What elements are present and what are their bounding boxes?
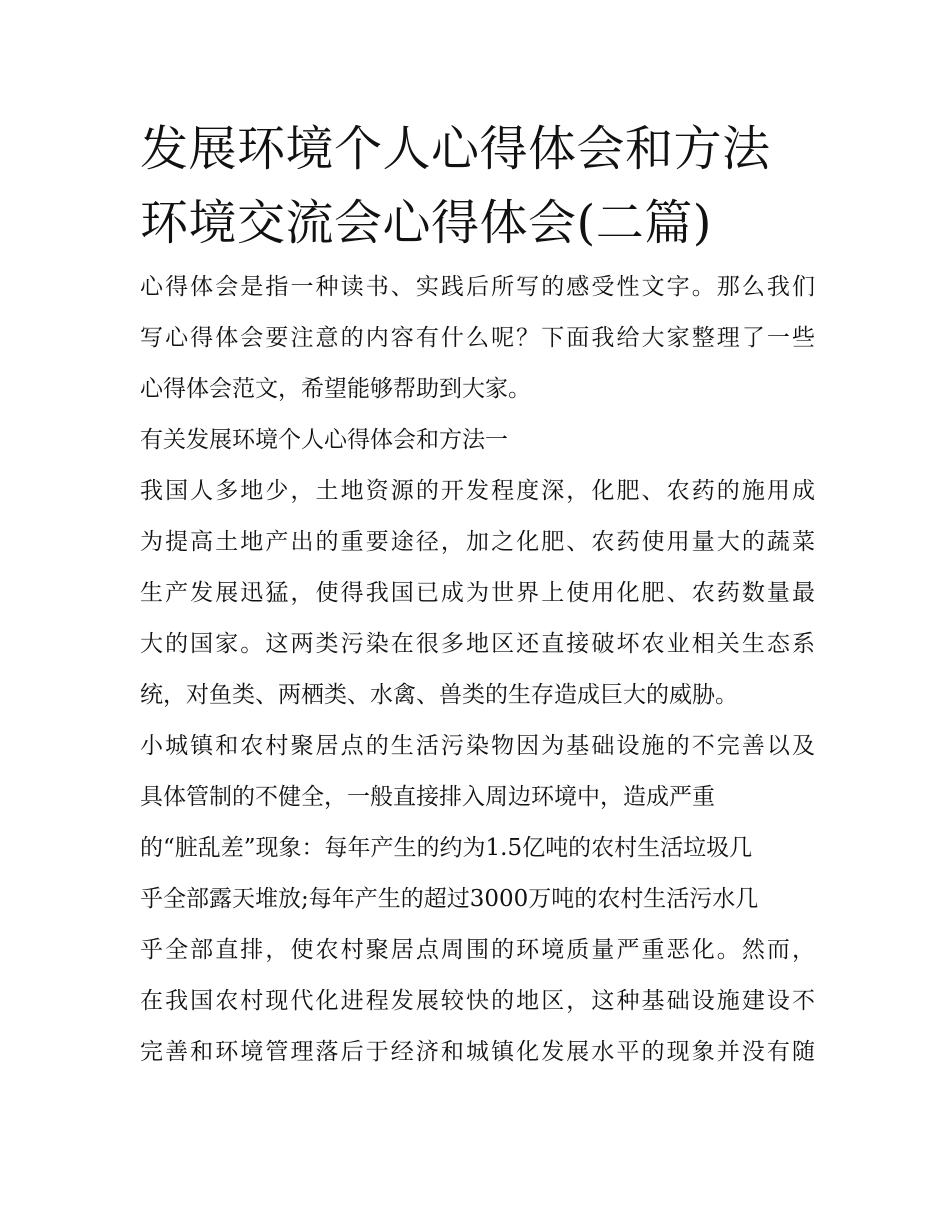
title-line-2: 环境交流会心得体会(二篇) <box>140 195 712 251</box>
paragraph-2-line-5: 乎全部直排，使农村聚居点周围的环境质量严重恶化。然而， <box>140 937 815 963</box>
paragraph-1-line-5: 统，对鱼类、两栖类、水禽、兽类的生存造成巨大的威胁。 <box>140 682 738 708</box>
title-line-1: 发展环境个人心得体会和方法 <box>140 121 771 177</box>
paragraph-1-line-4: 大的国家。这两类污染在很多地区还直接破坏农业相关生态系 <box>140 631 815 657</box>
document-page <box>140 112 815 1078</box>
intro-paragraph <box>140 262 815 415</box>
section-heading: 有关发展环境个人心得体会和方法一 <box>140 427 508 453</box>
intro-line-3: 心得体会范文，希望能够帮助到大家。 <box>140 376 531 402</box>
intro-line-1: 心得体会是指一种读书、实践后所写的感受性文字。那么我们 <box>140 274 815 300</box>
intro-line-2: 写心得体会要注意的内容有什么呢？下面我给大家整理了一些 <box>140 325 815 351</box>
paragraph-1-line-1: 我国人多地少，土地资源的开发程度深，化肥、农药的施用成 <box>140 478 815 504</box>
paragraph-1 <box>140 466 815 721</box>
paragraph-2-line-4: 乎全部露天堆放;每年产生的超过3000万吨的农村生活污水几 <box>140 886 759 912</box>
paragraph-2-line-7: 完善和环境管理落后于经济和城镇化发展水平的现象并没有随 <box>140 1039 815 1065</box>
paragraph-2-line-6: 在我国农村现代化进程发展较快的地区，这种基础设施建设不 <box>140 988 815 1014</box>
paragraph-2-line-1: 小城镇和农村聚居点的生活污染物因为基础设施的不完善以及 <box>140 733 815 759</box>
paragraph-1-line-2: 为提高土地产出的重要途径，加之化肥、农药使用量大的蔬菜 <box>140 529 815 555</box>
paragraph-2 <box>140 721 815 1078</box>
document-title <box>140 112 815 260</box>
paragraph-1-line-3: 生产发展迅猛，使得我国已成为世界上使用化肥、农药数量最 <box>140 580 815 606</box>
document-body <box>140 262 815 1078</box>
paragraph-2-line-3: 的“脏乱差”现象：每年产生的约为1.5亿吨的农村生活垃圾几 <box>140 835 753 861</box>
paragraph-2-line-2: 具体管制的不健全，一般直接排入周边环境中，造成严重 <box>140 784 715 810</box>
